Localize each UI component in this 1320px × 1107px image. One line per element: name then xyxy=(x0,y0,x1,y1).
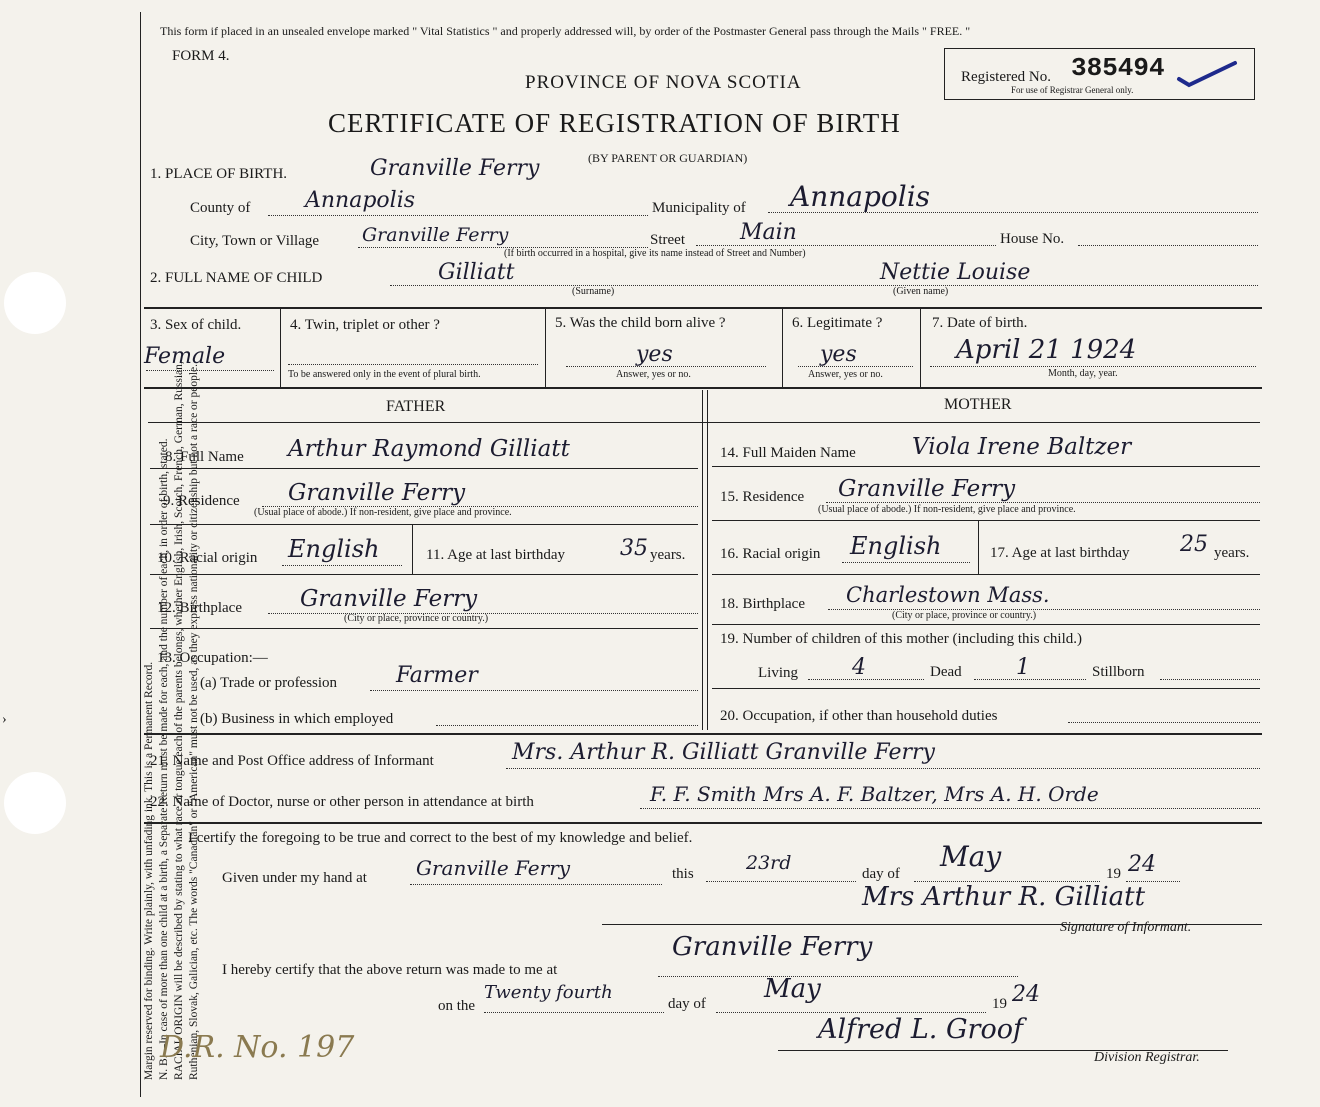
mother-name-value: Viola Irene Baltzer xyxy=(912,434,1132,460)
doctor-bottom-rule xyxy=(144,822,1262,824)
street-line xyxy=(696,245,996,246)
sex-value: Female xyxy=(144,344,226,369)
county-value: Annapolis xyxy=(305,188,416,213)
doctor-label: 22. Name of Doctor, nurse or other person in attendance at birth xyxy=(150,794,534,810)
informant-top-rule xyxy=(144,733,1262,735)
on-the-label: on the xyxy=(438,998,476,1014)
mother-occupation-line xyxy=(1068,722,1260,723)
dead-value: 1 xyxy=(1016,655,1030,680)
registrar-year-value: 24 xyxy=(1012,982,1040,1007)
father-residence-rule xyxy=(150,524,698,525)
municipality-value: Annapolis xyxy=(790,180,931,213)
father-occupation-label: 13. Occupation:— xyxy=(157,650,268,666)
mother-residence-note: (Usual place of abode.) If non-resident, give place and province. xyxy=(818,504,1076,515)
city-label: City, Town or Village xyxy=(190,233,320,249)
registrar-signature-caption: Division Registrar. xyxy=(1094,1050,1200,1065)
street-label: Street xyxy=(650,232,685,248)
child-surname: Gilliatt xyxy=(438,260,515,285)
legitimate-line xyxy=(798,366,913,367)
margin-marker: › xyxy=(2,712,7,727)
mother-years-label: years. xyxy=(1214,545,1250,561)
margin-rule xyxy=(140,12,141,1097)
form-number: FORM 4. xyxy=(172,48,230,64)
county-label: County of xyxy=(190,200,251,216)
father-age-value: 35 xyxy=(620,536,648,561)
given-day-line xyxy=(706,881,856,882)
mother-occupation-label: 20. Occupation, if other than household duties xyxy=(720,708,998,724)
living-label: Living xyxy=(758,665,798,681)
stillborn-label: Stillborn xyxy=(1092,664,1145,680)
parents-divider-2 xyxy=(707,390,708,730)
dob-label: 7. Date of birth. xyxy=(932,315,1028,331)
father-name-value: Arthur Raymond Gilliatt xyxy=(288,436,570,462)
father-residence-label: 9. Residence xyxy=(163,493,240,509)
born-alive-value: yes xyxy=(636,342,673,367)
day-of-label: day of xyxy=(862,866,900,882)
certify-statement: I certify the foregoing to be true and correct to the best of my knowledge and belief. xyxy=(188,830,693,846)
mother-name-rule xyxy=(712,466,1260,467)
informant-value: Mrs. Arthur R. Gilliatt Granville Ferry xyxy=(512,740,935,765)
registrar-place-line xyxy=(658,976,1018,977)
father-name-rule xyxy=(150,468,698,469)
stillborn-line xyxy=(1160,679,1260,680)
mother-racial-line xyxy=(842,562,970,563)
hospital-note: (If birth occurred in a hospital, give its name instead of Street and Number) xyxy=(504,248,806,259)
mother-racial-label: 16. Racial origin xyxy=(720,546,821,562)
municipality-line xyxy=(768,212,1258,213)
father-birthplace-note: (City or place, province or country.) xyxy=(344,613,489,624)
father-years-label: years. xyxy=(650,547,686,563)
mother-residence-rule xyxy=(712,520,1260,521)
father-trade-line xyxy=(370,690,698,691)
father-racial-value: English xyxy=(288,535,380,563)
child-given-name: Nettie Louise xyxy=(880,260,1031,285)
binding-hole-bottom xyxy=(4,772,66,834)
province-heading: PROVINCE OF NOVA SCOTIA xyxy=(525,72,802,93)
registrar-day-value: Twenty fourth xyxy=(484,982,613,1003)
father-racial-label: 10. Racial origin xyxy=(157,550,258,566)
dead-line xyxy=(974,679,1086,680)
father-business-line xyxy=(436,725,698,726)
registrar-day-of-label: day of xyxy=(668,996,706,1012)
dead-label: Dead xyxy=(930,664,962,680)
child-name-label: 2. FULL NAME OF CHILD xyxy=(150,270,323,286)
registrar-statement: I hereby certify that the above return was made to me at xyxy=(222,962,558,978)
row3-bottom-rule xyxy=(144,387,1262,389)
mother-children-label: 19. Number of children of this mother (including this child.) xyxy=(720,631,1083,647)
mother-racial-rule xyxy=(712,574,1260,575)
father-trade-value: Farmer xyxy=(396,663,478,688)
mother-age-value: 25 xyxy=(1180,532,1208,557)
mother-residence-line xyxy=(826,502,1260,503)
registrar-year-prefix: 19 xyxy=(992,996,1007,1012)
legitimate-note: Answer, yes or no. xyxy=(808,369,883,380)
county-line xyxy=(268,215,648,216)
registered-number: 385494 xyxy=(1071,53,1165,83)
mother-residence-value: Granville Ferry xyxy=(838,476,1016,502)
born-alive-line xyxy=(566,366,766,367)
surname-caption: (Surname) xyxy=(572,286,615,297)
place-of-birth-label: 1. PLACE OF BIRTH. xyxy=(150,166,288,182)
place-of-birth-value: Granville Ferry xyxy=(370,156,540,181)
row3-divider-1 xyxy=(280,307,281,387)
father-name-label: 8. Full Name xyxy=(165,449,244,465)
child-name-line xyxy=(390,285,1258,286)
mother-birthplace-rule xyxy=(712,624,1260,625)
given-place-value: Granville Ferry xyxy=(416,856,571,880)
father-birthplace-label: 12. Birthplace xyxy=(157,600,242,616)
doctor-value: F. F. Smith Mrs A. F. Baltzer, Mrs A. H. Orde xyxy=(650,782,1099,806)
informant-label: 21. Name and Post Office address of Informant xyxy=(150,753,434,769)
parents-divider xyxy=(702,390,703,730)
city-value: Granville Ferry xyxy=(362,224,509,246)
given-place-line xyxy=(410,884,662,885)
mother-age-label: 17. Age at last birthday xyxy=(990,545,1130,561)
mother-heading: MOTHER xyxy=(944,396,1012,413)
registrar-place-value: Granville Ferry xyxy=(672,932,873,962)
father-racial-rule xyxy=(150,574,698,575)
margin-nb-note: N. B.—In case of more than one child at a birth, a Separate Return must be made for each, and the number of each, in order of birth, stated. xyxy=(158,438,170,1080)
dob-line xyxy=(930,366,1256,367)
row3-divider-2 xyxy=(545,307,546,387)
margin-racial-note-1: RACIAL ORIGIN will be described by stating to what race or tongue each of the parents belongs, whether English, Irish, Scotch, French, German, Russian, xyxy=(173,361,185,1080)
registrar-month-value: May xyxy=(764,974,821,1004)
informant-signature-caption: Signature of Informant. xyxy=(1060,920,1192,935)
dob-note: Month, day, year. xyxy=(1048,368,1118,379)
registrar-signature: Alfred L. Groof xyxy=(818,1014,1023,1045)
dob-value: April 21 1924 xyxy=(956,335,1137,365)
informant-line xyxy=(506,768,1260,769)
row3-divider-3 xyxy=(782,307,783,387)
father-residence-note: (Usual place of abode.) If non-resident, give place and province. xyxy=(254,507,512,518)
certificate-title: CERTIFICATE OF REGISTRATION OF BIRTH xyxy=(328,108,901,138)
postal-notice: This form if placed in an unsealed envelope marked " Vital Statistics " and properly addressed will, by order of the Postmaster General pass through the Mails " FREE. " xyxy=(160,24,971,38)
mother-racial-divider xyxy=(978,520,979,574)
legitimate-value: yes xyxy=(820,342,857,367)
father-racial-line xyxy=(282,565,402,566)
sex-label: 3. Sex of child. xyxy=(150,317,242,333)
margin-binding-note: Margin reserved for binding. Write plainly, with unfading ink. This is a Permanent Record. xyxy=(143,661,155,1080)
given-name-caption: (Given name) xyxy=(893,286,949,297)
margin-racial-note-2: Ruthenian, Slovak, Galician, etc. The words "Canadian" or "American" must not be used, as they express nationality or citizenship but not a race or people. xyxy=(188,363,200,1080)
father-birthplace-rule xyxy=(150,628,698,629)
given-under-label: Given under my hand at xyxy=(222,870,367,886)
father-age-label: 11. Age at last birthday xyxy=(426,547,565,563)
twin-label: 4. Twin, triplet or other ? xyxy=(290,317,440,333)
registered-label: Registered No. xyxy=(961,69,1051,85)
father-heading: FATHER xyxy=(386,398,446,415)
house-no-line xyxy=(1078,245,1258,246)
living-line xyxy=(808,679,924,680)
mother-name-label: 14. Full Maiden Name xyxy=(720,445,856,461)
binding-hole-top xyxy=(4,272,66,334)
legitimate-label: 6. Legitimate ? xyxy=(792,315,883,331)
certificate-subtitle: (BY PARENT OR GUARDIAN) xyxy=(588,151,748,165)
given-year-prefix: 19 xyxy=(1106,866,1121,882)
check-mark-icon xyxy=(1175,57,1245,91)
father-birthplace-value: Granville Ferry xyxy=(300,586,478,612)
municipality-label: Municipality of xyxy=(652,200,746,216)
father-residence-value: Granville Ferry xyxy=(288,480,466,506)
mother-birthplace-value: Charlestown Mass. xyxy=(846,583,1050,607)
informant-signature: Mrs Arthur R. Gilliatt xyxy=(862,882,1146,912)
father-racial-divider xyxy=(412,524,413,574)
twin-line xyxy=(288,364,538,365)
mother-racial-value: English xyxy=(850,532,942,560)
registrar-use-note: For use of Registrar General only. xyxy=(1011,85,1134,95)
registrar-day-line xyxy=(484,1012,664,1013)
this-label: this xyxy=(672,866,694,882)
born-alive-note: Answer, yes or no. xyxy=(616,369,691,380)
registered-box xyxy=(944,48,1255,100)
mother-residence-label: 15. Residence xyxy=(720,489,805,505)
father-business-label: (b) Business in which employed xyxy=(200,711,394,727)
street-value: Main xyxy=(740,220,797,245)
pencil-annotation: D.R. No. 197 xyxy=(160,1030,355,1065)
row3-divider-4 xyxy=(920,307,921,387)
registrar-month-line xyxy=(716,1012,986,1013)
left-margin-notes xyxy=(142,0,202,1080)
doctor-line xyxy=(640,808,1260,809)
mother-children-rule xyxy=(712,688,1260,689)
given-year-value: 24 xyxy=(1128,852,1156,877)
mother-birthplace-label: 18. Birthplace xyxy=(720,596,805,612)
given-day-value: 23rd xyxy=(746,852,792,874)
sex-line xyxy=(146,370,274,371)
mother-birthplace-note: (City or place, province or country.) xyxy=(892,610,1037,621)
living-value: 4 xyxy=(852,655,866,680)
father-trade-label: (a) Trade or profession xyxy=(200,675,338,691)
twin-note: To be answered only in the event of plural birth. xyxy=(288,369,481,380)
row3-top-rule xyxy=(144,307,1262,309)
born-alive-label: 5. Was the child born alive ? xyxy=(555,315,726,331)
heading-rule xyxy=(148,422,1260,423)
given-month-value: May xyxy=(940,840,1002,873)
house-no-label: House No. xyxy=(1000,231,1065,247)
